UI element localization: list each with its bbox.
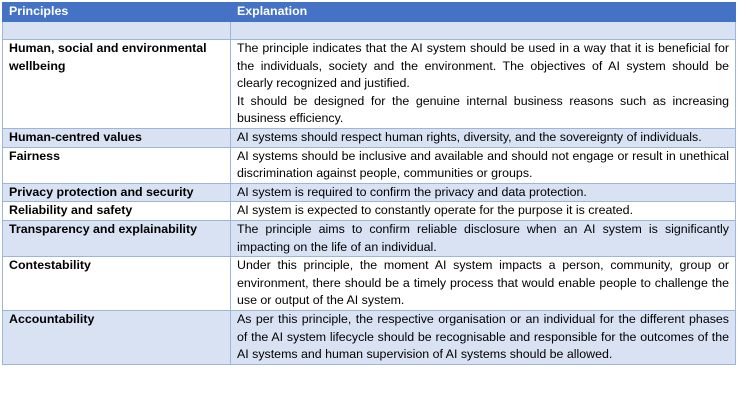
- explanation-cell: [231, 147, 736, 183]
- empty-cell: [3, 22, 231, 40]
- table-row: [3, 220, 736, 256]
- empty-row: [3, 22, 736, 40]
- table-row: [3, 310, 736, 364]
- explanation-paragraph: Under this principle, the moment AI system impacts a person, community, group or environment, there should be a timely process that would enable people to challenge the use or output of the AI system.: [237, 258, 729, 308]
- table-row: [3, 257, 736, 311]
- principle-cell: Privacy protection and security: [3, 183, 231, 202]
- explanation-paragraph: The principle indicates that the AI system should be used in a way that it is beneficial for the individuals, society and the environment. The objectives of AI system should be clearly recognized and justified.: [237, 41, 729, 91]
- principle-cell: Human-centred values: [3, 128, 231, 147]
- principle-cell: Transparency and explainability: [3, 220, 231, 256]
- explanation-paragraph: AI systems should respect human rights, diversity, and the sovereignty of individuals.: [237, 129, 702, 144]
- explanation-cell: [231, 202, 736, 221]
- explanation-cell: [231, 257, 736, 311]
- explanation-column-header: Explanation: [231, 3, 736, 22]
- principle-cell: Accountability: [3, 310, 231, 364]
- principle-cell: Fairness: [3, 147, 231, 183]
- explanation-cell: [231, 220, 736, 256]
- explanation-cell: [231, 310, 736, 364]
- table-body: [3, 22, 736, 365]
- explanation-paragraph: AI systems should be inclusive and available and should not engage or result in unethical discrimination against people, communities or groups.: [237, 148, 729, 181]
- explanation-paragraph: AI system is required to confirm the privacy and data protection.: [237, 184, 587, 199]
- explanation-cell: [231, 40, 736, 129]
- principle-cell: Reliability and safety: [3, 202, 231, 221]
- explanation-cell: [231, 183, 736, 202]
- explanation-paragraph: AI system is expected to constantly operate for the purpose it is created.: [237, 203, 634, 218]
- table-row: [3, 40, 736, 129]
- table-row: [3, 183, 736, 202]
- explanation-cell: [231, 128, 736, 147]
- principles-table: [2, 2, 736, 365]
- principles-column-header: Principles: [3, 3, 231, 22]
- table-row: [3, 128, 736, 147]
- explanation-paragraph: The principle aims to confirm reliable disclosure when an AI system is significantly impacting on the life of an individual.: [237, 221, 729, 254]
- explanation-paragraph: As per this principle, the respective organisation or an individual for the different phases of the AI system lifecycle should be recognisable and responsible for the outcomes of the AI systems and human supervision of AI systems should be allowed.: [237, 311, 729, 362]
- empty-cell: [231, 22, 736, 40]
- table-row: [3, 202, 736, 221]
- explanation-paragraph: It should be designed for the genuine internal business reasons such as increasing business efficiency.: [237, 93, 729, 126]
- table-header-row: [3, 3, 736, 22]
- principle-cell: Human, social and environmental wellbeing: [3, 40, 231, 129]
- table-row: [3, 147, 736, 183]
- principle-cell: Contestability: [3, 257, 231, 311]
